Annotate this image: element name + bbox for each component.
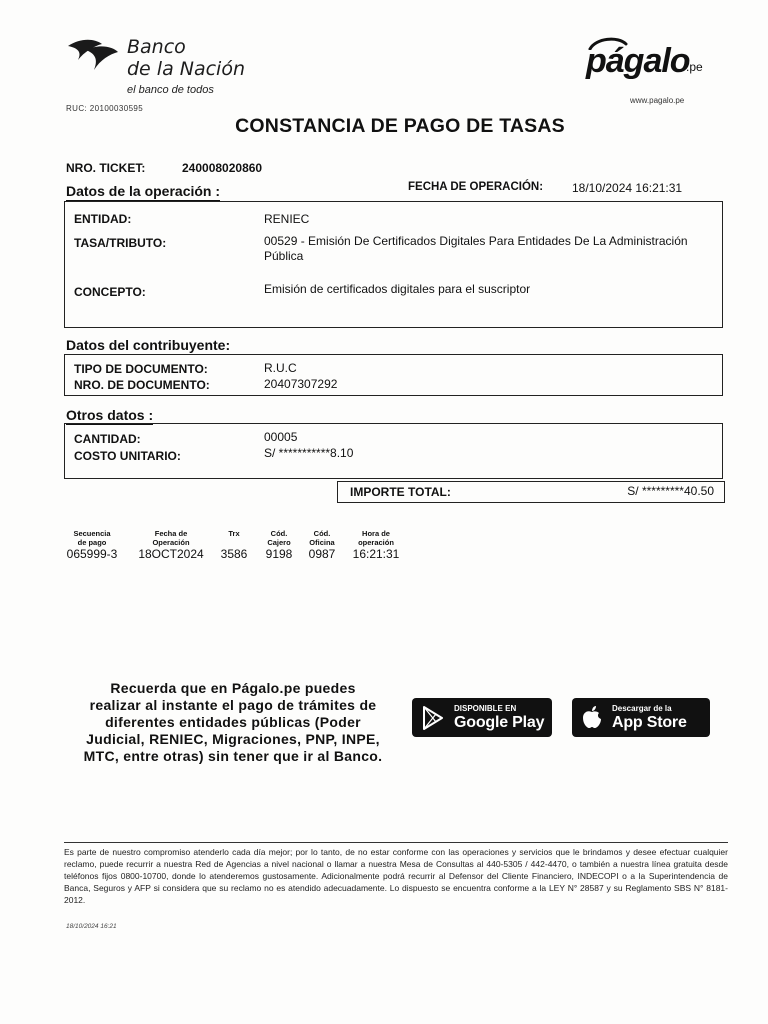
bank-ruc: RUC: 20100030595: [66, 104, 144, 113]
receipt-secuencia-h2: de pago: [77, 538, 107, 547]
promo-line1: Recuerda que en Págalo.pe puedes: [110, 680, 356, 696]
receipt-secuencia: [60, 529, 124, 561]
bank-name-line2: de la Nación: [127, 58, 245, 80]
promo-text: [64, 680, 402, 765]
receipt-hora-h2: operación: [358, 538, 394, 547]
ticket-value: 240008020860: [182, 161, 263, 175]
receipt-cajero-value: 9198: [265, 547, 293, 561]
cantidad-label: CANTIDAD:: [74, 432, 141, 446]
receipt-oficina-h1: Cód.: [313, 529, 331, 538]
document-title: CONSTANCIA DE PAGO DE TASAS: [235, 115, 565, 137]
pagalo-logo-suffix: .pe: [686, 60, 703, 74]
receipt-trx-h1: Trx: [228, 529, 240, 538]
receipt-fecha-h1: Fecha de: [154, 529, 188, 538]
total-box: [337, 481, 725, 503]
otros-box: [64, 423, 723, 479]
receipt-trx: [216, 529, 252, 561]
google-play-icon: [422, 706, 444, 730]
bank-tagline: el banco de todos: [127, 84, 214, 96]
promo-line2: realizar al instante el pago de trámites de: [89, 697, 377, 713]
legal-divider: [64, 842, 728, 843]
legal-text: Es parte de nuestro compromiso atenderlo cada día mejor; por lo tanto, de no estar conforme con las operaciones y servicios que le brindamos y desee efectuar cualquier reclamo, puede recurrir a nuestra Red de Agencias a nivel nacional o llamar a nuestra Mesa de Consultas al 440-5305 / 442-4470, o también a nuestra línea gratuita desde teléfonos fijos 0800-10700, donde lo atenderemos gustosamente. Adicionalmente podrá recurrir al Defensor del Cliente Financiero, INDECOPI o a la Superintendencia de Banca, Seguros y AFP si considera que su reclamo no es atendido adecuadamente. Lo dispuesto se encuentra conforme a la LEY N° 28587 y su Reglamento SBS N° 8181-2012.: [64, 847, 728, 905]
apple-icon: [582, 705, 602, 729]
nro-documento-value: 20407307292: [264, 377, 338, 391]
concepto-value: Emisión de certificados digitales para el suscriptor: [264, 282, 531, 296]
tipo-documento-label: TIPO DE DOCUMENTO:: [74, 362, 208, 376]
receipt-oficina-h2: Oficina: [309, 538, 335, 547]
receipt-cajero-h1: Cód.: [270, 529, 288, 538]
operation-section-title: Datos de la operación :: [66, 183, 221, 199]
contribuyente-box: [64, 354, 723, 396]
bank-name-line1: Banco: [127, 36, 186, 58]
tasa-label: TASA/TRIBUTO:: [74, 236, 167, 250]
app-store-big: App Store: [612, 714, 687, 731]
app-store-badge[interactable]: [572, 698, 710, 737]
receipt-hora: [348, 529, 404, 561]
tipo-documento-value: R.U.C: [264, 361, 297, 375]
receipt-oficina: [302, 529, 342, 561]
receipt-secuencia-h1: Secuencia: [73, 529, 111, 538]
receipt-secuencia-value: 065999-3: [66, 547, 118, 561]
costo-unitario-label: COSTO UNITARIO:: [74, 449, 181, 463]
receipt-hora-h1: Hora de: [362, 529, 390, 538]
cantidad-value: 00005: [264, 430, 298, 444]
banco-de-la-nacion-logo-icon: [66, 36, 122, 72]
promo-line3: diferentes entidades públicas (Poder: [105, 714, 361, 730]
promo-line5: MTC, entre otras) sin tener que ir al Banco.: [83, 748, 383, 764]
pagalo-logo-text: págalo: [586, 42, 690, 80]
operation-box: [64, 201, 723, 328]
app-store-small: Descargar de la: [612, 704, 672, 713]
ticket-label: NRO. TICKET:: [66, 161, 146, 175]
receipt-trx-value: 3586: [220, 547, 248, 561]
google-play-small: DISPONIBLE EN: [454, 704, 517, 713]
promo-line4: Judicial, RENIEC, Migraciones, PNP, INPE,: [86, 731, 380, 747]
entidad-label: ENTIDAD:: [74, 212, 132, 226]
receipt-fecha-value: 18OCT2024: [138, 547, 204, 561]
pagalo-logo: [586, 34, 706, 82]
google-play-big: Google Play: [454, 714, 545, 731]
entidad-value: RENIEC: [264, 212, 310, 226]
receipt-hora-value: 16:21:31: [352, 547, 400, 561]
operation-date-label: FECHA DE OPERACIÓN:: [408, 181, 544, 193]
footer-stamp: 18/10/2024 16:21: [66, 923, 117, 930]
operation-date-value: 18/10/2024 16:21:31: [572, 181, 683, 195]
total-value: S/ *********40.50: [627, 484, 714, 498]
nro-documento-label: NRO. DE DOCUMENTO:: [74, 378, 210, 392]
total-label: IMPORTE TOTAL:: [350, 485, 451, 499]
receipt-fecha-h2: Operación: [152, 538, 190, 547]
tasa-value: 00529 - Emisión De Certificados Digitales Para Entidades De La Administración Pública: [264, 234, 688, 263]
bank-name: [127, 36, 245, 80]
receipt-cajero-h2: Cajero: [267, 538, 291, 547]
otros-section-title: Otros datos :: [66, 407, 154, 423]
contribuyente-section-title: Datos del contribuyente:: [66, 337, 231, 353]
receipt-cajero: [260, 529, 298, 561]
pagalo-url: www.pagalo.pe: [630, 96, 685, 105]
receipt-oficina-value: 0987: [308, 547, 336, 561]
costo-unitario-value: S/ ***********8.10: [264, 446, 354, 460]
google-play-badge[interactable]: [412, 698, 552, 737]
concepto-label: CONCEPTO:: [74, 285, 146, 299]
receipt-fecha: [132, 529, 210, 561]
